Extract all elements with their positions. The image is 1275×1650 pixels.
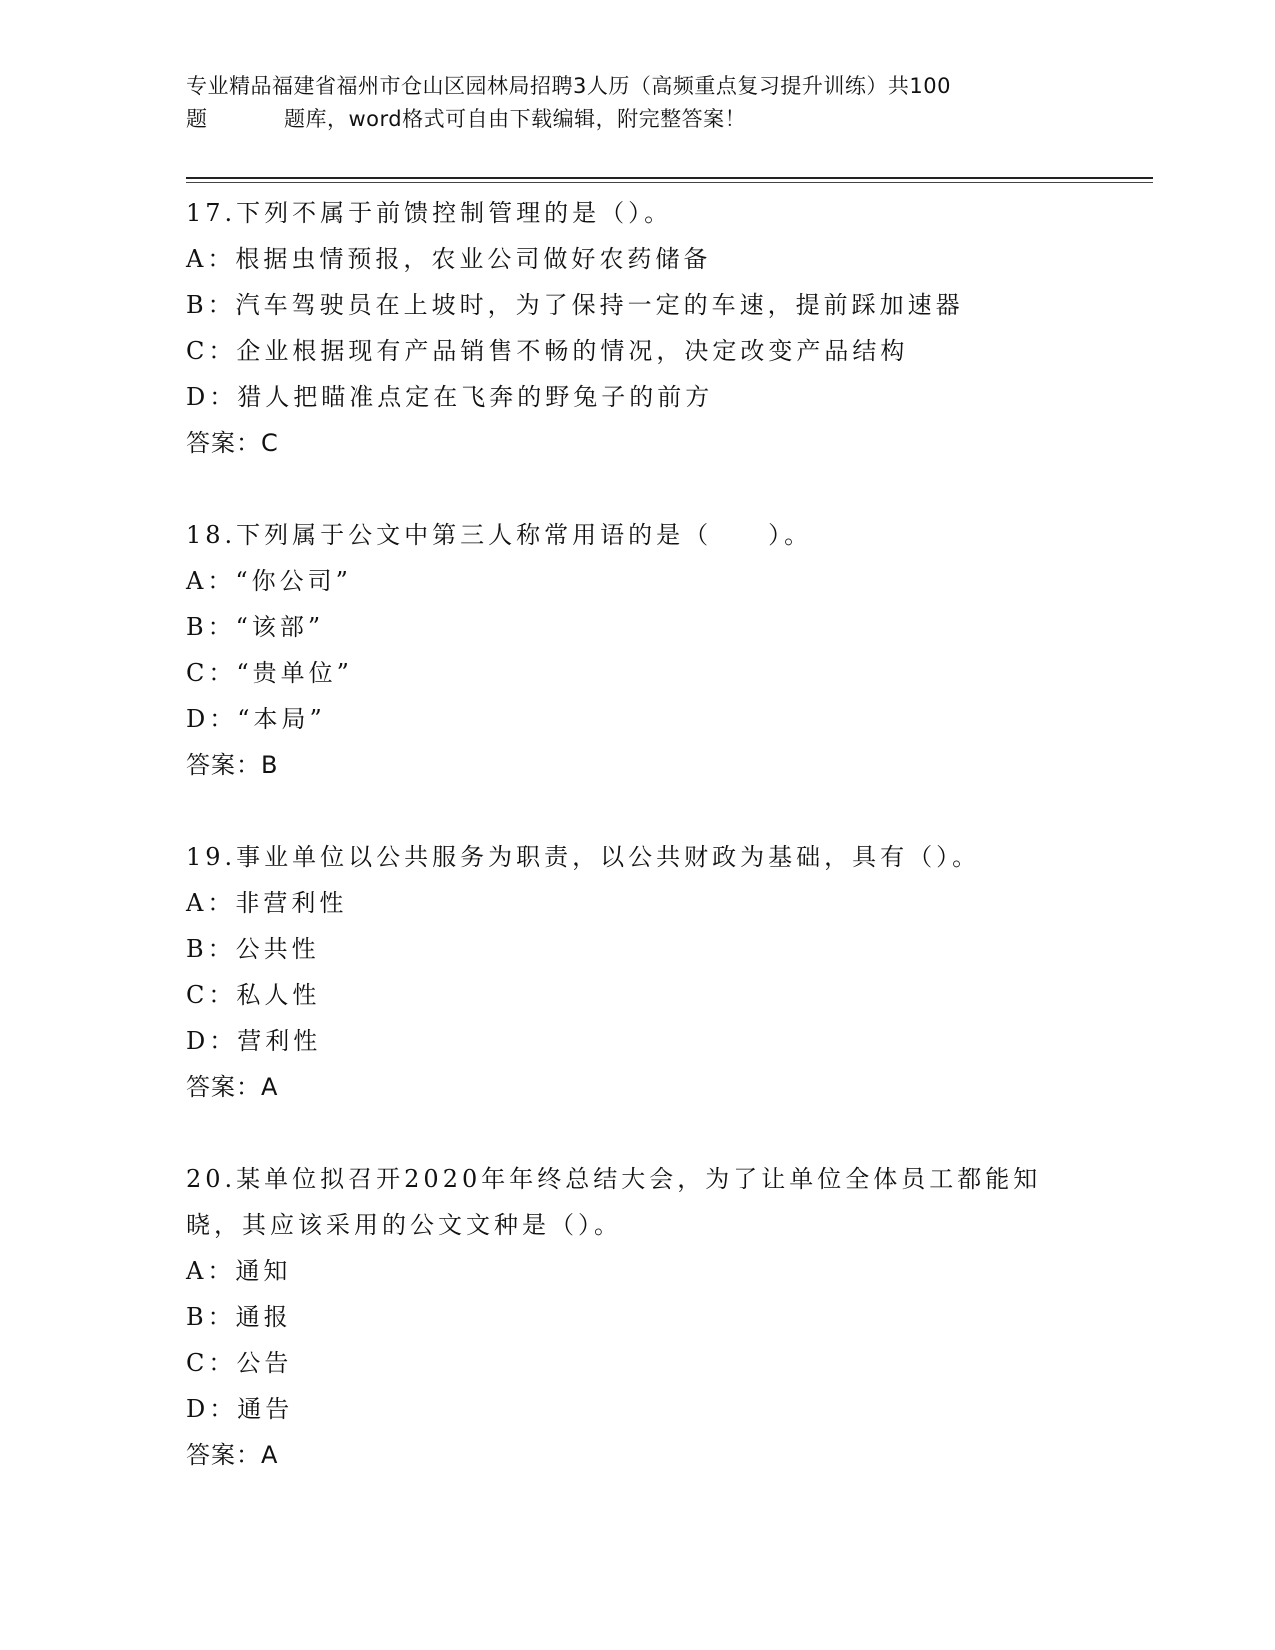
header-title-line2-start: 题 (186, 107, 208, 131)
option-c: C：公告 (186, 1349, 293, 1377)
question-19 (186, 834, 1086, 1110)
option-c: C：“贵单位” (186, 659, 353, 687)
option-b: B：公共性 (186, 935, 320, 963)
option-a: A：通知 (186, 1257, 292, 1285)
option-d: D：“本局” (186, 705, 326, 733)
option-a: A：“你公司” (186, 567, 352, 595)
question-stem: 17.下列不属于前馈控制管理的是（）。 (186, 199, 673, 227)
question-17 (186, 190, 1086, 466)
question-stem: 20.某单位拟召开2020年年终总结大会，为了让单位全体员工都能知晓，其应该采用的公文文种是（）。 (186, 1165, 1042, 1239)
option-c: C：企业根据现有产品销售不畅的情况，决定改变产品结构 (186, 337, 909, 365)
option-b: B：通报 (186, 1303, 292, 1331)
option-b: B：汽车驾驶员在上坡时，为了保持一定的车速，提前踩加速器 (186, 291, 964, 319)
option-b: B：“该部” (186, 613, 325, 641)
question-list (186, 190, 1086, 1524)
option-d: D：营利性 (186, 1027, 322, 1055)
question-stem: 19.事业单位以公共服务为职责，以公共财政为基础，具有（）。 (186, 843, 981, 871)
question-20 (186, 1156, 1086, 1478)
answer-line: 答案：B (186, 751, 279, 779)
header-divider (186, 177, 1153, 179)
page-header (186, 70, 1086, 136)
header-divider-thin (186, 182, 1153, 183)
question-stem: 18.下列属于公文中第三人称常用语的是（ ）。 (186, 521, 813, 549)
header-title-line2-rest: 题库，word格式可自由下载编辑，附完整答案！ (284, 107, 747, 131)
question-18 (186, 512, 1086, 788)
answer-line: 答案：A (186, 1073, 279, 1101)
option-a: A：根据虫情预报，农业公司做好农药储备 (186, 245, 712, 273)
option-c: C：私人性 (186, 981, 321, 1009)
answer-line: 答案：C (186, 429, 279, 457)
option-d: D：通告 (186, 1395, 294, 1423)
answer-line: 答案：A (186, 1441, 279, 1469)
header-title-line2 (186, 103, 1086, 136)
option-a: A：非营利性 (186, 889, 348, 917)
header-title-line1: 专业精品福建省福州市仓山区园林局招聘3人历（高频重点复习提升训练）共100 (186, 74, 951, 98)
option-d: D：猎人把瞄准点定在飞奔的野兔子的前方 (186, 383, 714, 411)
